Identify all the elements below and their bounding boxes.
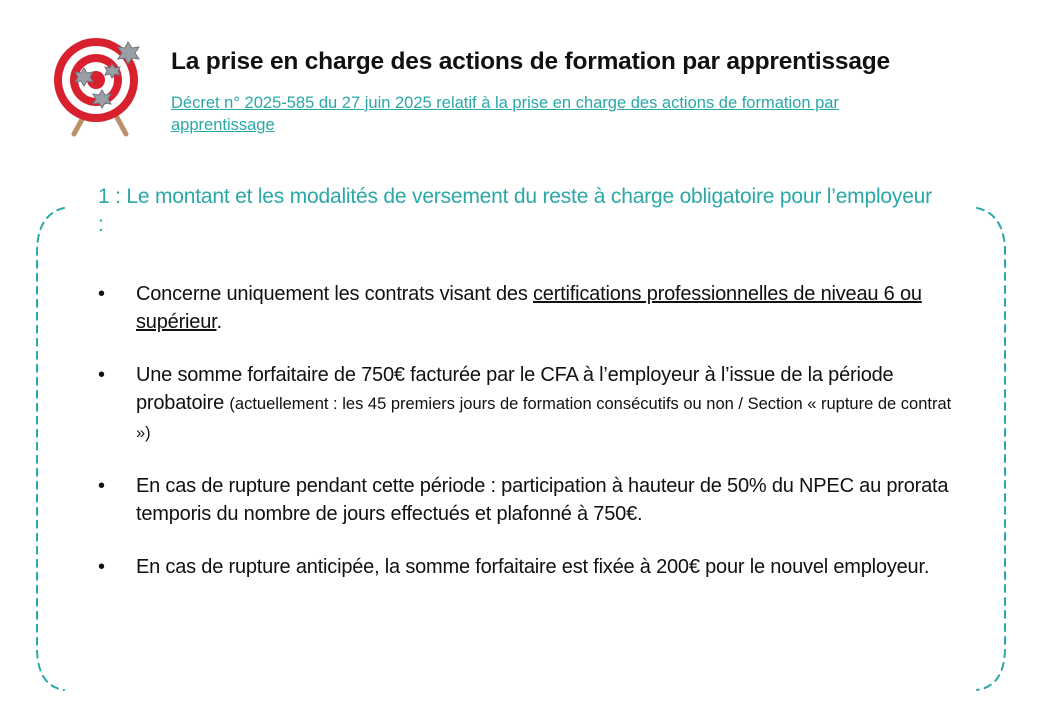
bullet-symbol: • [98,556,105,578]
decree-link[interactable]: Décret n° 2025-585 du 27 juin 2025 relatif à la prise en charge des actions de formation par apprentissage [171,94,839,134]
bullet-1-underlined: certifications professionnelles de niveau 6 ou supérieur [136,283,922,333]
bullet-2-note: (actuellement : les 45 premiers jours de formation consécutifs ou non / Section « rupture de contrat ») [136,395,952,442]
bullet-item-4 [98,553,968,581]
bullet-1-lead: Concerne uniquement les contrats visant des [136,283,533,305]
bullet-4-text: En cas de rupture anticipée, la somme forfaitaire est fixée à 200€ pour le nouvel employeur. [136,556,930,578]
section-heading: 1 : Le montant et les modalités de versement du reste à charge obligatoire pour l’employeur : [98,185,932,236]
bullet-symbol: • [98,475,105,497]
bullet-item-3 [98,472,968,528]
bullet-1-tail: . [216,311,222,333]
bullet-item-2 [98,361,968,447]
bullet-2-main: Une somme forfaitaire de 750€ facturée par le CFA à l’employeur à l’issue de la période probatoire [136,364,894,414]
bullet-list [98,280,968,606]
page-title: La prise en charge des actions de formation par apprentissage [171,48,890,75]
bullet-symbol: • [98,364,105,386]
bullet-3-text: En cas de rupture pendant cette période : participation à hauteur de 50% du NPEC au prorata temporis du nombre de jours effectués et plafonné à 750€. [136,475,949,525]
bullet-symbol: • [98,283,105,305]
bullet-item-1 [98,280,968,336]
